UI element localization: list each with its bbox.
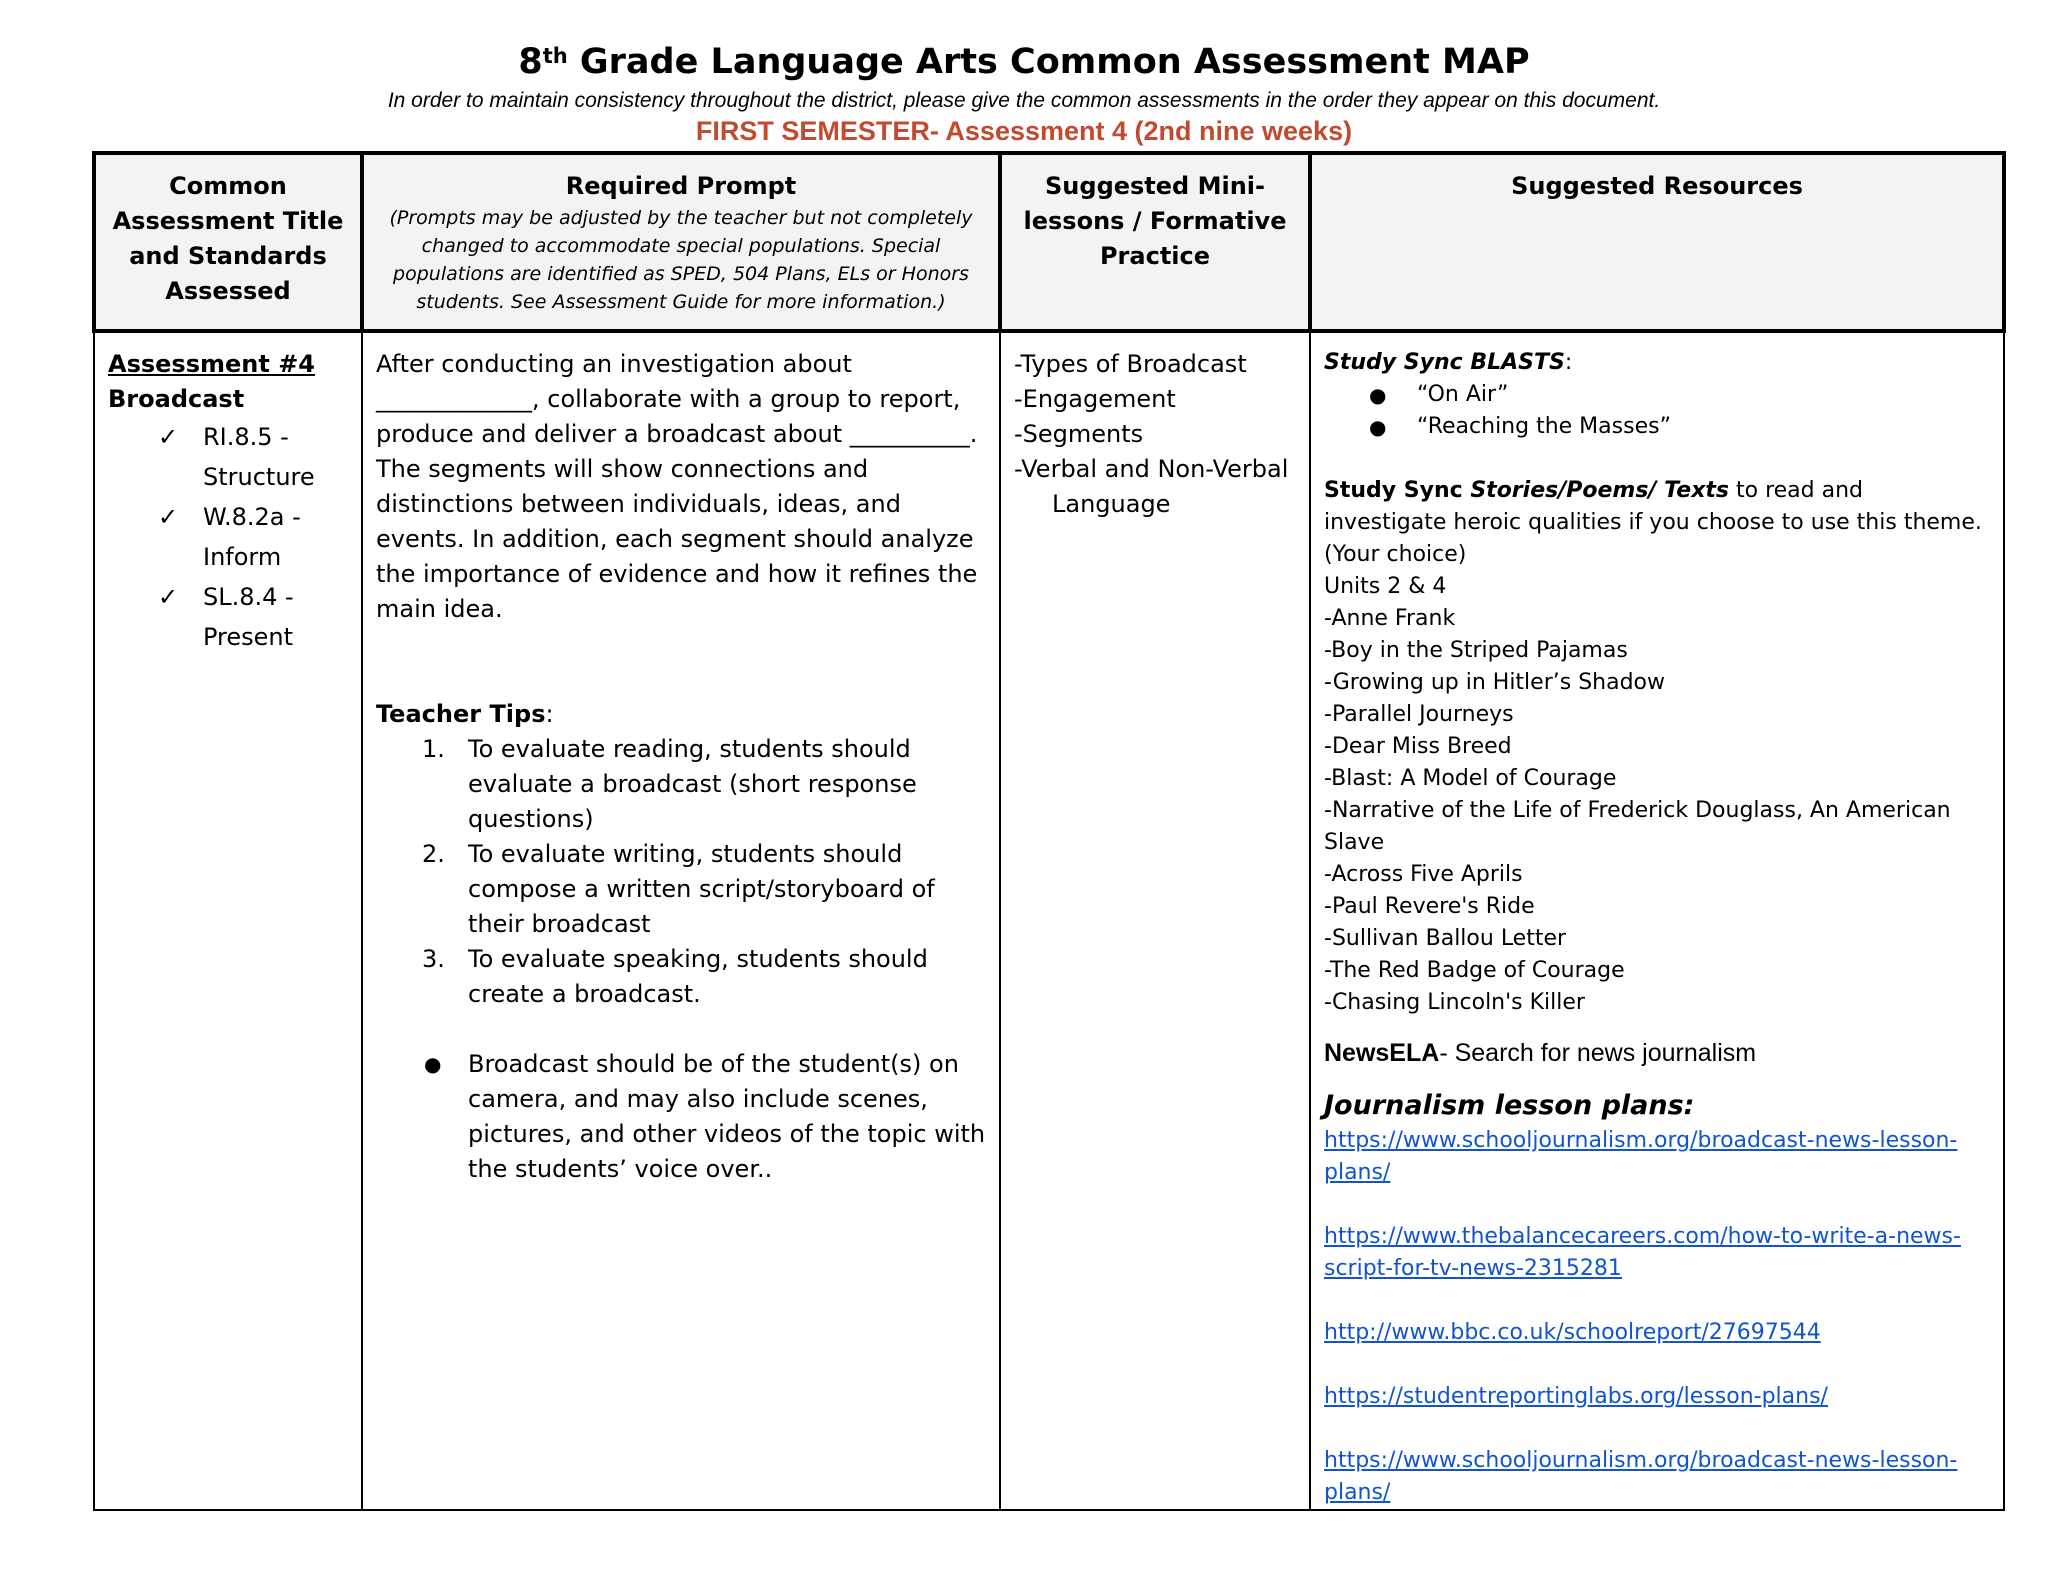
assessment-title: Assessment #4 [108,350,315,378]
page-title [0,38,2048,86]
minilesson-item: -Verbal and Non-Verbal Language [1014,455,1289,518]
journalism-label: Journalism lesson plans [1324,1090,1684,1121]
list-item: -Narrative of the Life of Frederick Douglass, An American Slave [1324,798,1951,855]
bullet-icon: ● [424,1052,442,1076]
resource-link[interactable]: http://www.bbc.co.uk/schoolreport/27697544 [1324,1320,1821,1345]
page-subtitle: In order to maintain consistency throughout the district, please give the common assessments in the order they appear on this document. [387,89,1661,112]
list-item: -Blast: A Model of Courage [1324,766,1617,791]
column-title-standards: Common Assessment Title and Standards Assessed [112,172,344,305]
prompt-cell [362,331,1000,1510]
list-item: -Boy in the Striped Pajamas [1324,638,1628,663]
list-item: -Across Five Aprils [1324,862,1523,887]
bullet-icon: ● [1369,383,1387,407]
list-item: -Anne Frank [1324,606,1456,631]
assessment-cell [94,331,362,1510]
broadcast-note-text: Broadcast should be of the student(s) on camera, and may also include scenes, pictures, and other videos of the topic with the students’ voice over.. [468,1050,986,1183]
blast-title: “On Air” [1417,382,1509,407]
document-header [0,38,2048,148]
resources-cell [1310,331,2004,1510]
tip-number: 3. [422,945,445,973]
list-item: -Dear Miss Breed [1324,734,1512,759]
checkmark-icon: ✓ [158,583,179,611]
column-note-prompt: (Prompts may be adjusted by the teacher but not completely changed to accommodate special populations. Special populations are identified as SPED, 504 Plans, ELs or Honors students. See Assessment Guide for more information.) [389,207,973,313]
list-item: -The Red Badge of Courage [1324,958,1625,983]
texts-list [1324,603,1991,1019]
units-text: Units 2 & 4 [1324,574,1447,599]
resource-link[interactable]: https://www.thebalancecareers.com/how-to-write-a-news-script-for-tv-news-2315281 [1324,1224,1961,1281]
list-item [376,942,987,1012]
journalism-colon: : [1683,1090,1695,1121]
minilesson-item: -Types of Broadcast [1014,350,1247,378]
list-item [158,417,349,497]
resource-link[interactable]: https://www.schooljournalism.org/broadcast-news-lesson-plans/ [1324,1128,1958,1185]
stories-prefix: Study Sync [1324,478,1471,503]
stories-label: Stories/Poems/ Texts [1470,478,1730,503]
teacher-tips-label: Teacher Tips [376,700,546,728]
blasts-label: Study Sync BLASTS [1324,350,1565,375]
standards-list [108,417,349,657]
tip-text: To evaluate speaking, students should create a broadcast. [468,945,928,1008]
standard-text: RI.8.5 - Structure [203,423,315,491]
tip-text: To evaluate reading, students should evaluate a broadcast (short response questions) [468,735,917,833]
header-cell-prompt [362,153,1000,331]
list-item [158,497,349,577]
list-item [376,732,987,837]
blasts-list [1324,379,1991,443]
table-header-row [94,153,2004,331]
assessment-table [92,151,2006,1511]
title-text: Grade Language Arts Common Assessment MAP [567,42,1530,82]
stories-description: to read and investigate heroic qualities if you choose to use this theme. (Your choice) [1324,478,1982,567]
minilesson-item: -Segments [1014,420,1144,448]
assessment-name: Broadcast [108,385,245,413]
list-item [376,837,987,942]
list-item: -Growing up in Hitler’s Shadow [1324,670,1665,695]
blast-title: “Reaching the Masses” [1417,414,1671,439]
title-grade: 8 [518,42,543,82]
teacher-tips-colon: : [545,700,554,728]
bullet-icon: ● [1369,415,1387,439]
broadcast-note-list [376,1047,987,1187]
list-item: -Chasing Lincoln's Killer [1324,990,1585,1015]
standard-text: W.8.2a - Inform [203,503,301,571]
list-item: -Parallel Journeys [1324,702,1514,727]
list-item: -Sullivan Ballou Letter [1324,926,1567,951]
table-row [94,331,2004,1510]
tip-number: 1. [422,735,445,763]
column-title-prompt: Required Prompt [565,172,797,200]
list-item [1324,411,1991,443]
newsela-text: - Search for news journalism [1439,1039,1757,1067]
header-cell-title [94,153,362,331]
header-cell-minilessons [1000,153,1310,331]
newsela-label: NewsELA [1324,1039,1440,1067]
list-item [158,577,349,657]
teacher-tips-list [376,732,987,1012]
list-item [1324,379,1991,411]
checkmark-icon: ✓ [158,423,179,451]
minilessons-cell [1000,331,1310,1510]
tip-text: To evaluate writing, students should compose a written script/storyboard of their broadcast [468,840,935,938]
column-title-resources: Suggested Resources [1511,172,1803,200]
column-title-minilessons: Suggested Mini-lessons / Formative Practice [1023,172,1287,270]
tip-number: 2. [422,840,445,868]
resource-link[interactable]: https://www.schooljournalism.org/broadcast-news-lesson-plans/ [1324,1448,1958,1505]
blasts-colon: : [1564,350,1573,375]
standard-text: SL.8.4 - Present [203,583,294,651]
prompt-text: After conducting an investigation about _____________, collaborate with a group to report, produce and deliver a broadcast about __________. The segments will show connections and distinctions between individuals, ideas, and events. In addition, each segment should analyze the importance of evidence and how it refines the main idea. [376,350,978,623]
list-item: -Paul Revere's Ride [1324,894,1535,919]
minilesson-item: -Engagement [1014,385,1176,413]
checkmark-icon: ✓ [158,503,179,531]
title-superscript: th [542,44,568,68]
header-cell-resources [1310,153,2004,331]
list-item [376,1047,987,1187]
resource-link[interactable]: https://studentreportinglabs.org/lesson-plans/ [1324,1384,1828,1409]
semester-heading: FIRST SEMESTER- Assessment 4 (2nd nine weeks) [695,116,1353,146]
